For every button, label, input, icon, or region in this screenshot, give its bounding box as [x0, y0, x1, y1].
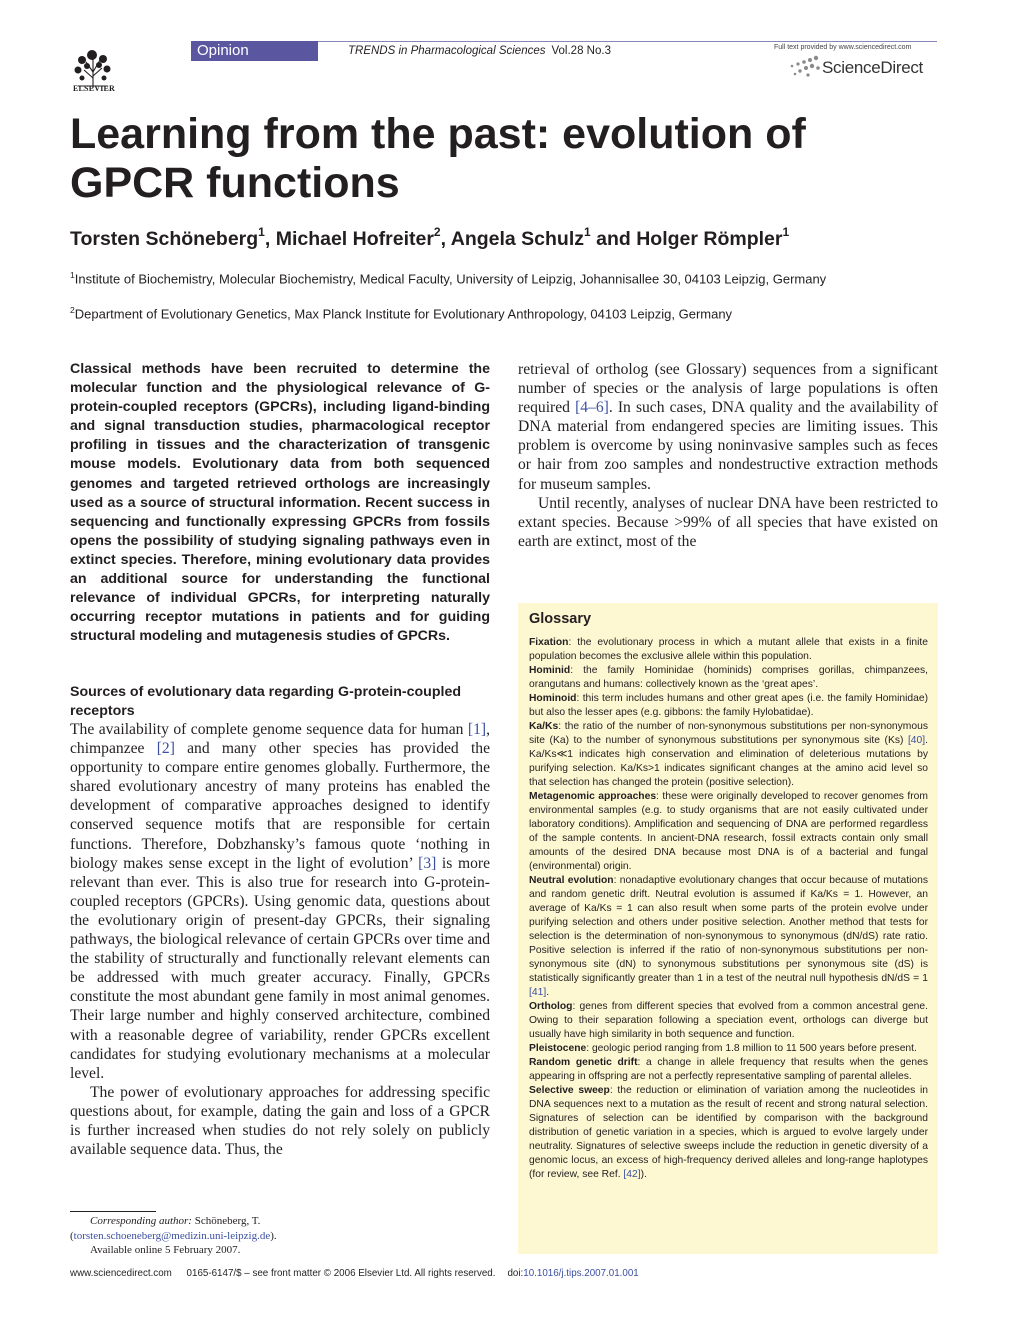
citation-link[interactable]: [1]	[467, 721, 487, 738]
footer-site-link[interactable]: www.sciencedirect.com	[70, 1268, 172, 1279]
text-run: : geologic period ranging from 1.8 million to 11 500 years before present.	[586, 1043, 917, 1054]
glossary-title: Glossary	[529, 611, 592, 627]
glossary-entry	[529, 1056, 928, 1084]
body-paragraph	[70, 720, 490, 1083]
citation-link[interactable]: [2]	[156, 740, 175, 758]
available-online: Available online 5 February 2007.	[90, 1244, 241, 1256]
glossary-term: Selective sweep	[529, 1085, 610, 1096]
article-title: Learning from the past: evolution of GPCR functions	[70, 110, 806, 207]
glossary-box	[518, 603, 938, 1254]
glossary-term: Hominoid	[529, 693, 577, 704]
text-run: : the evolutionary process in which a mutant allele that exists in a finite population becomes the exclusive allele within this population.	[529, 637, 928, 662]
glossary-term: Metagenomic approaches	[529, 791, 657, 802]
glossary-entry	[529, 720, 928, 790]
text-run: . Ka/Ks≪1 indicates high conservation and elimination of deleterious mutations by purifying selection. Ka/Ks>1 indicates significant changes at the amino acid level so that selection has changed the protein (positive selection).	[529, 735, 928, 788]
footnote-rule	[70, 1211, 156, 1212]
sciencedirect-logo[interactable]: ScienceDirect	[822, 58, 923, 77]
citation-link[interactable]: [42]	[623, 1169, 641, 1180]
text-run: : a change in allele frequency that results when the genes appearing in offspring are not a perfectly representative sampling of parental alleles.	[529, 1057, 928, 1082]
glossary-entry	[529, 1084, 928, 1182]
journal-volume: Vol.28 No.3	[551, 45, 611, 57]
text-run: : this term includes humans and other great apes (i.e. the family Hominidae) but also the lesser apes (e.g. gibbons: the family Hylobatidae).	[529, 693, 928, 718]
footer-doi-link[interactable]: 10.1016/j.tips.2007.01.001	[523, 1268, 639, 1279]
glossary-entry	[529, 790, 928, 874]
body-paragraph	[518, 360, 938, 494]
text-run: : nonadaptive evolutionary changes that occur because of mutations and random genetic drift. Neutral evolution is assumed if Ka/Ks = 1. However, an average of Ka/Ks = 1 can also result when some parts of the protein evolve under purifying selection and others under positive selection. Another method that tests for selection is the determination of non-synonymous to synonymous (dN/dS) rate ratio. Positive selection is inferred if the ratio of non-synonymous substitutions per non-synonymous site (dN) to synonymous substitutions per synonymous site (dS) is statistically significantly greater than 1 in a test of the neutral null hypothesis dN/dS = 1	[529, 875, 928, 984]
glossary-list	[529, 636, 928, 1182]
abstract: Classical methods have been recruited to determine the molecular function and the physiological relevance of G-protein-coupled receptors (GPCRs), including ligand-binding and signal transduction studies, pharmacological receptor profiling in tissues and the characterization of transgenic mouse models. Evolutionary data from both sequenced genomes and targeted retrieved orthologs are increasingly used as a source of structural information. Recent success in sequencing and functionally expressing GPCRs from fossils opens the possibility of studying signaling pathways even in extinct species. Therefore, mining evolutionary data provides an additional source for understanding the functional relevance of individual GPCRs, for interpreting naturally occurring receptor mutations in patients and for guiding structural modeling and mutagenesis studies of GPCRs.	[70, 361, 490, 645]
glossary-term: Neutral evolution	[529, 875, 614, 886]
author-separator: and	[590, 228, 637, 250]
text-run: The availability of complete genome sequence data for human	[70, 721, 468, 738]
citation-link[interactable]: [40]	[907, 735, 926, 746]
section-tag: Opinion	[191, 41, 318, 61]
body-text-left	[70, 720, 490, 1159]
body-paragraph	[518, 494, 938, 551]
publisher-name: ELSEVIER	[72, 84, 116, 93]
glossary-term: Random genetic drift	[529, 1057, 638, 1068]
glossary-entry	[529, 874, 928, 1000]
text-run: The power of evolutionary approaches for addressing specific questions about, for example, dating the gain and loss of a GPCR is further increased when studies do not rely solely on publicly available sequence data. Thus, the	[70, 1083, 490, 1159]
section-heading: Sources of evolutionary data regarding G-protein-coupled receptors	[70, 684, 461, 719]
glossary-entry	[529, 1042, 928, 1056]
text-run: Until recently, analyses of nuclear DNA have been restricted to extant species. Because >99% of all species that have existed on earth are extinct, most of the	[518, 494, 938, 550]
author-name: Angela Schulz	[450, 228, 585, 250]
footnote: Corresponding author: Schöneberg, T. (torsten.schoeneberg@medizin.uni-leipzig.de). Available online 5 February 2007.	[70, 1214, 490, 1258]
text-run: , chimpanzee	[70, 721, 490, 758]
glossary-term: Ka/Ks	[529, 721, 559, 732]
affiliation-2: $^2$Department of Evolutionary Genetics, Max Planck Institute for Evolutionary Anthropology, 04103 Leipzig, Germany	[70, 305, 733, 322]
glossary-entry	[529, 1000, 928, 1042]
journal-name: TRENDS in Pharmacological Sciences	[348, 45, 546, 57]
text-run: : these were originally developed to recover genomes from environmental samples (e.g. to study organisms that are not easily cultivated under laboratory conditions). Amplification and sequencing of DNA are performed regardless of the sample contents. In ancient-DNA research, fossil extracts contain only small amounts of the desired DNA because most DNA is of a bacterial and fungal (environmental) origin.	[529, 791, 928, 872]
full-text-credit[interactable]: Full text provided by www.sciencedirect.com	[774, 44, 912, 51]
author-list	[70, 224, 930, 251]
corresponding-author-name: Schöneberg, T.	[191, 1215, 261, 1227]
text-run: ).	[640, 1169, 647, 1180]
author-separator: ,	[440, 228, 451, 250]
author-name: Holger Römpler	[636, 228, 783, 250]
author-affiliation-mark: 1	[258, 224, 265, 239]
glossary-term: Pleistocene	[529, 1043, 587, 1054]
page-footer	[70, 1268, 930, 1279]
text-run: : genes from different species that evolved from a common ancestral gene. Owing to their separation following a speciation event, orthologs can diverge but usually have high similarity in both sequence and function.	[529, 1001, 928, 1040]
author-email-link[interactable]: torsten.schoeneberg@medizin.uni-leipzig.de	[73, 1229, 271, 1242]
citation-link[interactable]: [4–6]	[575, 399, 609, 417]
footer-doi-label: doi:	[507, 1268, 524, 1279]
text-run: . In such cases, DNA quality and the availability of DNA material from endangered species are limiting issues. This problem is overcome by using noninvasive samples such as feces or hair from zoo samples and nondestructive extraction methods for museum samples.	[518, 399, 938, 493]
text-run: is more relevant than ever. This is also true for research into G-protein-coupled receptors (GPCRs). Using genomic data, questions about the evolutionary origin of present-day GPCRs, their signaling pathways, the biological relevance of certain GPCRs over time and the stability of structurally and functionally relevant elements can be addressed with much greater accuracy. Finally, GPCRs constitute the most abundant gene family in most animal genomes. Their large number and highly conserved architecture, combined with a reasonable degree of variability, render GPCRs excellent candidates for studying evolutionary mechanisms at a molecular level.	[70, 854, 490, 1082]
author-affiliation-mark: 1	[584, 224, 591, 239]
author-affiliation-mark: 1	[782, 224, 790, 239]
footer-issn: 0165-6147/$ – see front matter © 2006 Elsevier Ltd. All rights reserved.	[186, 1268, 496, 1279]
text-run: retrieval of ortholog (see Glossary) sequences from a significant number of species or the analysis of large populations is often required	[518, 361, 938, 417]
glossary-entry	[529, 664, 928, 692]
text-run: : the reduction or elimination of variation among the nucleotides in DNA sequences next to a mutation as the result of recent and strong natural selection. Signatures of selection can be identified by comparison with the background distribution of genetic variation in a species, which is argued to evolve largely under neutrality. Signatures of selective sweeps include the reduction in genetic diversity of a genomic locus, an excess of high-frequency derived alleles and long-range haplotypes (for review, see Ref.	[529, 1085, 928, 1180]
text-run: : the family Hominidae (hominids) comprises gorillas, chimpanzees, orangutans and humans: collectively known as the ‘great apes’.	[529, 665, 928, 690]
author-name: Torsten Schöneberg	[70, 228, 259, 250]
text-run: : the ratio of the number of non-synonymous substitutions per non-synonymous site (Ka) to the number of synonymous substitutions per synonymous site (Ks)	[529, 721, 928, 746]
glossary-entry	[529, 636, 928, 664]
body-text-right	[518, 360, 938, 551]
corresponding-author-label: Corresponding author:	[90, 1215, 192, 1227]
sciencedirect-dots-icon	[786, 54, 826, 80]
glossary-term: Fixation	[529, 637, 569, 648]
text-run: .	[546, 987, 550, 998]
author-name: Michael Hofreiter	[275, 228, 434, 250]
author-affiliation-mark: 2	[433, 224, 441, 239]
journal-line	[348, 45, 611, 57]
citation-link[interactable]: [41]	[529, 987, 547, 998]
glossary-term: Ortholog	[529, 1001, 573, 1012]
text-run: and many other species has provided the opportunity to compare entire genomes globally. Furthermore, the shared evolutionary ancestry of many proteins has enabled the development of comparative approaches designed to identify conserved sequence motifs that are responsible for certain functions. Therefore, Dobzhansky’s famous quote ‘nothing in biology makes sense except in the light of evolution’	[70, 740, 491, 872]
author-separator: ,	[264, 228, 276, 250]
glossary-term: Hominid	[529, 665, 571, 676]
glossary-entry	[529, 692, 928, 720]
affiliation-1: $^1$Institute of Biochemistry, Molecular Biochemistry, Medical Faculty, University of Leipzig, Johannisallee 30, 04103 Leipzig, Germany	[70, 270, 827, 287]
body-paragraph	[70, 1083, 490, 1159]
citation-link[interactable]: [3]	[418, 854, 437, 872]
